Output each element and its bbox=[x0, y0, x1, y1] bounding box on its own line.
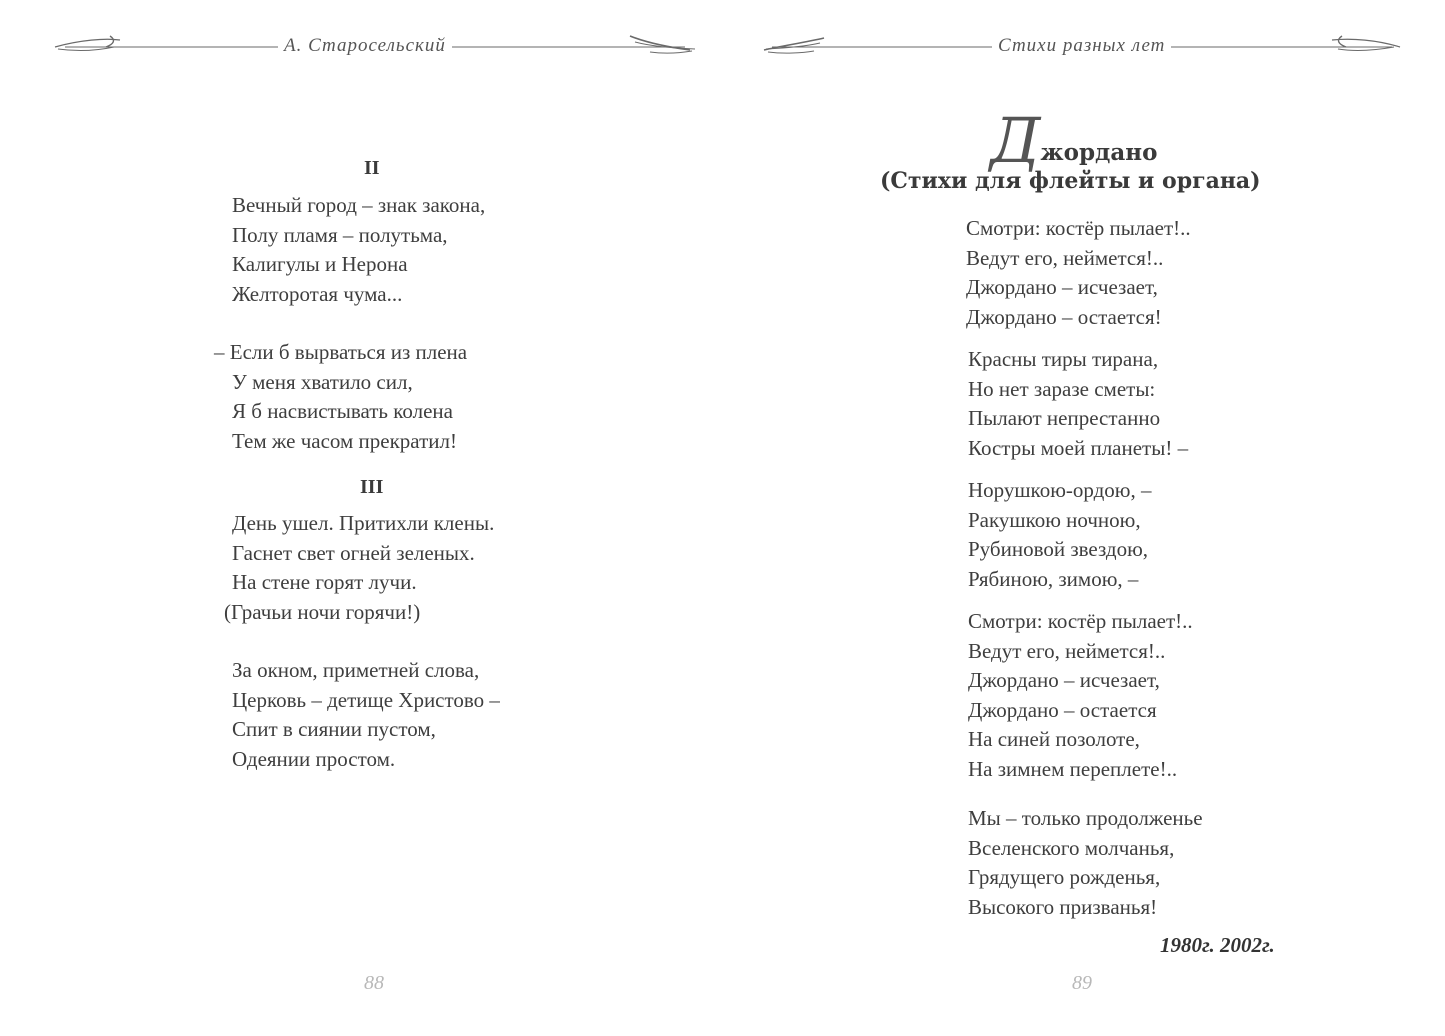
poem-line: Пылают непрестанно bbox=[968, 406, 1161, 430]
poem-line: Спит в сиянии пустом, bbox=[232, 717, 436, 741]
poem-line: Высокого призванья! bbox=[968, 894, 1158, 919]
poem-subtitle: (Стихи для флейты и органа) bbox=[880, 168, 1261, 194]
poem-line: За окном, приметней слова, bbox=[232, 658, 480, 682]
poem-line: Джордано – остается bbox=[968, 697, 1157, 722]
poem-line: На синей позолоте, bbox=[968, 727, 1140, 751]
poem-line: На стене горят лучи. bbox=[232, 570, 417, 594]
running-head-left bbox=[50, 30, 700, 64]
stanza bbox=[968, 804, 1203, 922]
poem-line: Вселенского молчанья, bbox=[968, 835, 1175, 860]
poem-line: (Грачьи ночи горячи!) bbox=[224, 599, 421, 624]
section-numeral-iii: III bbox=[360, 476, 384, 498]
poem-line: Джордано – исчезает, bbox=[966, 275, 1158, 299]
poem-line: Тем же часом прекратил! bbox=[232, 428, 457, 453]
poem-line: Церковь – детище Христово – bbox=[232, 687, 500, 712]
poem-line: Ракушкою ночною, bbox=[968, 507, 1141, 532]
running-head-author: А. Старосельский bbox=[278, 35, 452, 57]
poem-line: Вечный город – знак закона, bbox=[232, 193, 486, 217]
poem-line: Полу пламя – полутьма, bbox=[232, 222, 448, 247]
poem-line: Одеянии простом. bbox=[232, 746, 396, 771]
running-head-book-title: Стихи разных лет bbox=[992, 35, 1171, 57]
poem-line: Мы – только продолженье bbox=[968, 806, 1203, 830]
poem-line: День ушел. Притихли клены. bbox=[232, 511, 495, 535]
poem-line: – Если б вырваться из плена bbox=[214, 340, 468, 364]
title-rest: жордано bbox=[1040, 139, 1158, 166]
stanza bbox=[966, 214, 1191, 332]
title-initial: Д bbox=[990, 104, 1041, 177]
stanza bbox=[968, 607, 1193, 784]
poem-date: 1980г. 2002г. bbox=[1160, 933, 1275, 957]
poem-line: Красны тиры тирана, bbox=[968, 347, 1159, 371]
poem-line: Ведут его, неймется!.. bbox=[968, 638, 1166, 663]
poem-line: Я б насвистывать колена bbox=[232, 399, 453, 423]
poem-line: Смотри: костёр пылает!.. bbox=[968, 609, 1193, 633]
poem-line: Гаснет свет огней зеленых. bbox=[232, 540, 475, 565]
poem-line: Костры моей планеты! – bbox=[968, 435, 1189, 460]
poem-line: Грядущего рожденья, bbox=[968, 865, 1161, 889]
poem-line: Рябиною, зимою, – bbox=[968, 566, 1139, 591]
poem-line: Но нет заразе сметы: bbox=[968, 376, 1156, 401]
poem-line: Желторотая чума... bbox=[232, 281, 403, 306]
poem-line: Джордано – исчезает, bbox=[968, 668, 1160, 692]
stanza bbox=[232, 191, 485, 309]
poem-line: У меня хватило сил, bbox=[232, 369, 413, 394]
stanza bbox=[214, 338, 467, 456]
poem-line: Смотри: костёр пылает!.. bbox=[966, 216, 1191, 240]
page-number-right: 89 bbox=[1072, 972, 1092, 994]
section-numeral-ii: II bbox=[364, 157, 380, 179]
poem-line: На зимнем переплете!.. bbox=[968, 756, 1178, 781]
left-page bbox=[0, 0, 722, 1036]
poem-title bbox=[990, 104, 1157, 177]
right-page bbox=[722, 0, 1445, 1036]
poem-line: Джордано – остается! bbox=[966, 304, 1162, 329]
page-number-left: 88 bbox=[364, 972, 384, 994]
stanza bbox=[232, 656, 500, 774]
poem-line: Калигулы и Нерона bbox=[232, 252, 408, 276]
stanza bbox=[224, 509, 494, 627]
poem-line: Ведут его, неймется!.. bbox=[966, 245, 1164, 270]
running-head-right bbox=[762, 30, 1402, 64]
poem-line: Рубиновой звездою, bbox=[968, 537, 1149, 561]
stanza bbox=[968, 345, 1188, 463]
poem-line: Норушкою-ордою, – bbox=[968, 478, 1152, 502]
stanza bbox=[968, 476, 1151, 594]
